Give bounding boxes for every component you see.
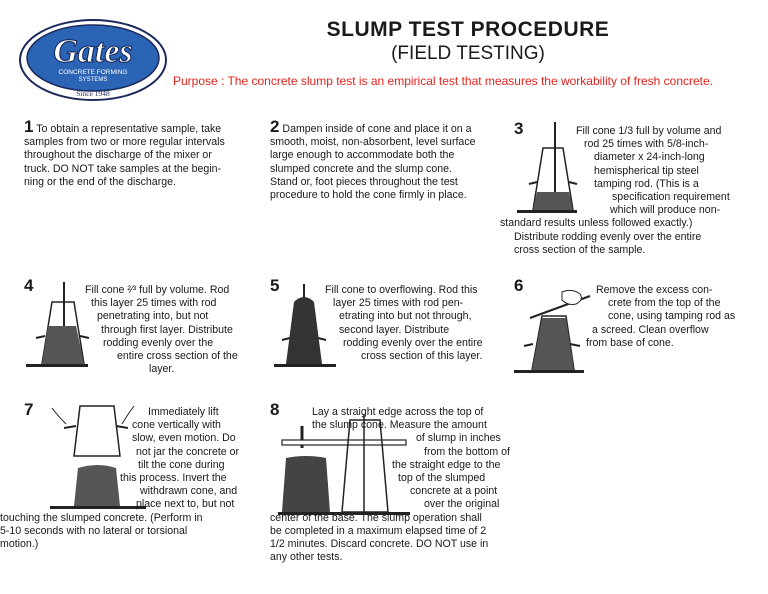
step-4-illustration (22, 280, 90, 370)
step-3 (500, 125, 744, 257)
step-text-line: tamping rod. (This is a (594, 177, 699, 190)
step-number: 2 (270, 117, 280, 136)
step-4 (85, 284, 260, 376)
step-text-line: truck. DO NOT take samples at the begin- (24, 162, 222, 175)
step-text-line: standard results unless followed exactly.) (500, 217, 693, 230)
step-text-line: hemispherical tip steel (594, 164, 699, 177)
step-text-line: crete from the top of the (608, 297, 721, 310)
step-text-line: tilt the cone during (138, 458, 225, 471)
step-text-line: rodding evenly over the entire (343, 336, 483, 349)
step-text-line: cone vertically with (132, 419, 221, 432)
step-text-line: cross section of the sample. (514, 243, 646, 256)
step-text-line: rod 25 times with 5/8-inch- (584, 138, 709, 151)
step-text-line: the straight edge to the (392, 458, 501, 471)
step-number: 1 (24, 117, 34, 136)
step-text-line: over the original (424, 498, 500, 511)
step-text-line: penetrating into, but not (97, 310, 209, 323)
step-text-line: smooth, moist, non-absorbent, level surface (270, 136, 476, 149)
step-text-line: Dampen inside of cone and place it on a (282, 123, 472, 135)
step-text-line: second layer. Distribute (339, 323, 450, 336)
step-text-line: touching the slumped concrete. (Perform in (0, 511, 203, 524)
step-text-line: ning or the end of the discharge. (24, 175, 176, 188)
step-7 (0, 406, 256, 551)
step-text-line: place next to, but not (136, 498, 235, 511)
step-text-line: throughout the discharge of the mixer or (24, 149, 212, 162)
step-7-number: 7 (24, 400, 34, 419)
step-text-line: motion.) (0, 538, 39, 551)
step-text-line: procedure to hold the cone firmly in place. (270, 189, 467, 202)
step-text-line: the slump cone. Measure the amount (312, 419, 487, 432)
step-text-line: Distribute rodding evenly over the entire (514, 230, 702, 243)
step-text-line: slow, even motion. Do (132, 432, 236, 445)
step-text-line: entire cross section of the (117, 350, 238, 363)
step-text-line: Immediately lift (148, 406, 219, 418)
step-8 (270, 406, 516, 564)
step-text-line: which will produce non- (610, 204, 721, 217)
page-title: SLUMP TEST PROCEDURE (326, 18, 610, 41)
step-text-line: Fill cone 1/3 full by volume and (576, 125, 722, 137)
step-6-illustration (512, 282, 596, 376)
step-text-line: Fill cone to overflowing. Rod this (325, 284, 478, 296)
step-text-line: withdrawn cone, and (140, 485, 238, 498)
step-text-line: this layer 25 times with rod (91, 297, 217, 310)
step-text-line: rodding evenly over the (103, 336, 214, 349)
purpose-text: Purpose : The concrete slump test is an empirical test that measures the workability of fresh concrete. (173, 74, 714, 88)
step-text-line: layer 25 times with rod pen- (333, 297, 464, 310)
step-text-line: cross section of this layer. (361, 350, 483, 363)
step-text-line: cone, using tamping rod as (608, 310, 736, 323)
step-3-number: 3 (514, 119, 524, 138)
logo-tagline2: SYSTEMS (78, 77, 108, 83)
step-text-line: from the bottom of (424, 445, 510, 458)
logo-since: Since 1948 (76, 89, 110, 98)
step-text-line: large enough to accommodate both the (270, 149, 455, 162)
step-text-line: concrete at a point (410, 485, 498, 498)
step-text-line: Lay a straight edge across the top of (312, 406, 484, 418)
step-1 (24, 117, 254, 189)
step-text-line: To obtain a representative sample, take (36, 123, 222, 135)
step-6-number: 6 (514, 276, 524, 295)
step-text-line: Remove the excess con- (596, 284, 713, 296)
step-text-line: through first layer. Distribute (101, 323, 233, 336)
step-text-line: etrating into but not through, (339, 310, 472, 323)
step-text-line: this process. Invert the (120, 472, 227, 485)
step-text-line: be completed in a maximum elapsed time of 2 (270, 524, 487, 537)
step-5 (325, 284, 500, 363)
step-text-line: not jar the concrete or (136, 445, 240, 458)
step-text-line: slumped concrete and the slump cone. (270, 162, 452, 175)
step-text-line: from base of cone. (586, 336, 674, 349)
step-text-line: 1/2 minutes. Discard concrete. DO NOT use in (270, 538, 489, 551)
step-text-line: top of the slumped (398, 472, 486, 485)
step-5-number: 5 (270, 276, 280, 295)
step-text-line: layer. (149, 363, 175, 376)
step-text-line: of slump in inches (416, 432, 501, 445)
page-subtitle: (FIELD TESTING) (391, 43, 545, 64)
step-text-line: Stand or, foot pieces throughout the test (270, 175, 458, 188)
step-2 (270, 117, 500, 202)
logo-brand-text: Gates (53, 33, 133, 70)
logo-tagline1: CONCRETE FORMING (58, 69, 128, 76)
step-text-line: center of the base. The slump operation shall (270, 511, 482, 524)
step-8-number: 8 (270, 400, 280, 419)
step-6 (586, 284, 761, 350)
step-text-line: any other tests. (270, 551, 343, 564)
step-text-line: diameter x 24-inch-long (594, 151, 705, 164)
step-text-line: a screed. Clean overflow (592, 323, 709, 336)
step-text-line: Fill cone ²⁄³ full by volume. Rod (85, 284, 230, 296)
step-text-line: 5-10 seconds with no lateral or torsional (0, 524, 188, 537)
step-4-number: 4 (24, 276, 34, 295)
step-text-line: samples from two or more regular intervals (24, 136, 225, 149)
step-text-line: specification requirement (612, 191, 730, 204)
